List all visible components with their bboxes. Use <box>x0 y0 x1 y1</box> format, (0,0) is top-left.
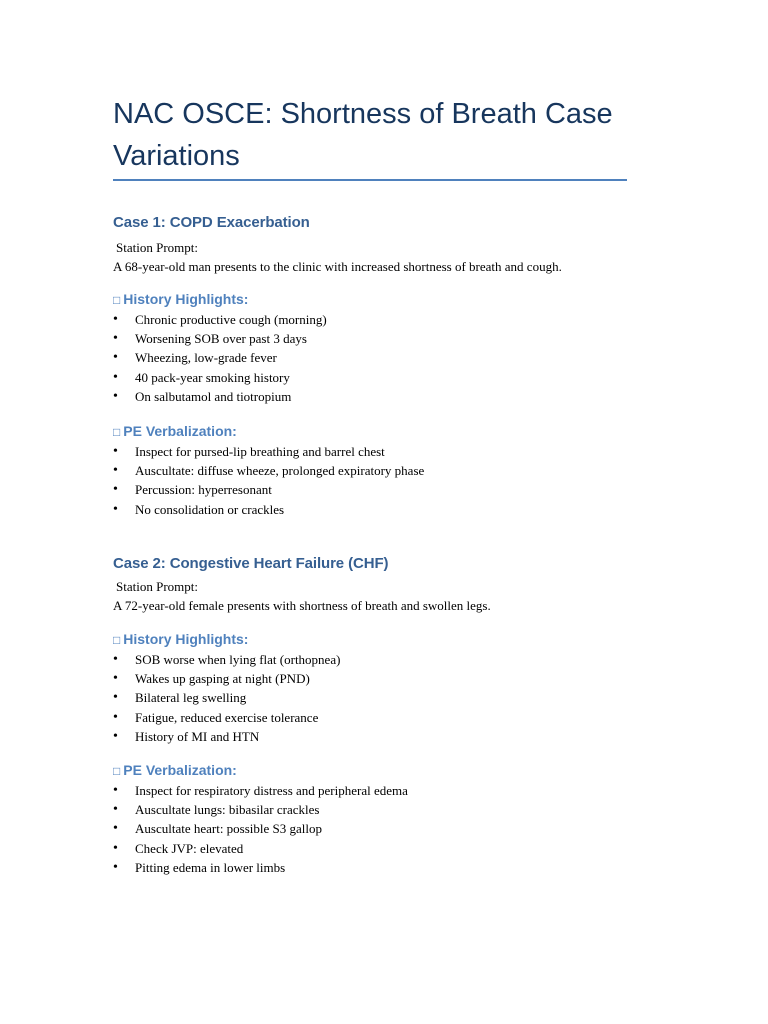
list-item: • Auscultate heart: possible S3 gallop <box>113 819 653 838</box>
case-1-section <box>113 212 653 234</box>
case-2-heading: Case 2: Congestive Heart Failure (CHF) <box>113 555 389 572</box>
missing-glyph-icon: □ <box>113 764 121 778</box>
list-item: • Auscultate lungs: bibasilar crackles <box>113 800 653 819</box>
missing-glyph-icon: □ <box>113 293 121 307</box>
station-prompt-label: Station Prompt: <box>116 240 198 255</box>
pe-list <box>113 781 653 877</box>
station-prompt-label: Station Prompt: <box>116 579 198 594</box>
case-1-pe <box>113 421 653 519</box>
pe-heading <box>113 760 653 781</box>
case-2-history <box>113 629 653 746</box>
history-list <box>113 650 653 746</box>
case-2-pe <box>113 760 653 877</box>
list-item: • Pitting edema in lower limbs <box>113 858 653 877</box>
list-item: • Fatigue, reduced exercise tolerance <box>113 708 653 727</box>
page-title: NAC OSCE: Shortness of Breath Case Variations <box>113 98 613 172</box>
list-item: • Inspect for respiratory distress and peripheral edema <box>113 781 653 800</box>
list-item: • Wheezing, low-grade fever <box>113 348 653 367</box>
list-item: • Bilateral leg swelling <box>113 688 653 707</box>
title-underline <box>113 179 627 181</box>
pe-heading-label: PE Verbalization: <box>123 762 237 778</box>
pe-list <box>113 442 653 519</box>
station-prompt-text: A 72-year-old female presents with shortness of breath and swollen legs. <box>113 598 491 613</box>
case-1-history <box>113 289 653 406</box>
list-item: • Chronic productive cough (morning) <box>113 310 653 329</box>
history-heading-label: History Highlights: <box>123 631 249 647</box>
list-item: • SOB worse when lying flat (orthopnea) <box>113 650 653 669</box>
case-2-section <box>113 553 653 575</box>
list-item: • Check JVP: elevated <box>113 839 653 858</box>
list-item: • On salbutamol and tiotropium <box>113 387 653 406</box>
missing-glyph-icon: □ <box>113 425 121 439</box>
case-1-heading: Case 1: COPD Exacerbation <box>113 214 310 231</box>
list-item: • Inspect for pursed-lip breathing and barrel chest <box>113 442 653 461</box>
list-item: • Worsening SOB over past 3 days <box>113 329 653 348</box>
pe-heading <box>113 421 653 442</box>
list-item: • Auscultate: diffuse wheeze, prolonged expiratory phase <box>113 461 653 480</box>
station-prompt-text: A 68-year-old man presents to the clinic with increased shortness of breath and cough. <box>113 259 562 274</box>
history-heading <box>113 629 653 650</box>
list-item: • 40 pack-year smoking history <box>113 368 653 387</box>
history-list <box>113 310 653 406</box>
list-item: • Percussion: hyperresonant <box>113 480 653 499</box>
case-1-prompt <box>113 238 653 276</box>
list-item: • Wakes up gasping at night (PND) <box>113 669 653 688</box>
list-item: • History of MI and HTN <box>113 727 653 746</box>
list-item: • No consolidation or crackles <box>113 500 653 519</box>
missing-glyph-icon: □ <box>113 633 121 647</box>
history-heading <box>113 289 653 310</box>
case-2-prompt <box>113 577 653 615</box>
history-heading-label: History Highlights: <box>123 291 249 307</box>
pe-heading-label: PE Verbalization: <box>123 423 237 439</box>
